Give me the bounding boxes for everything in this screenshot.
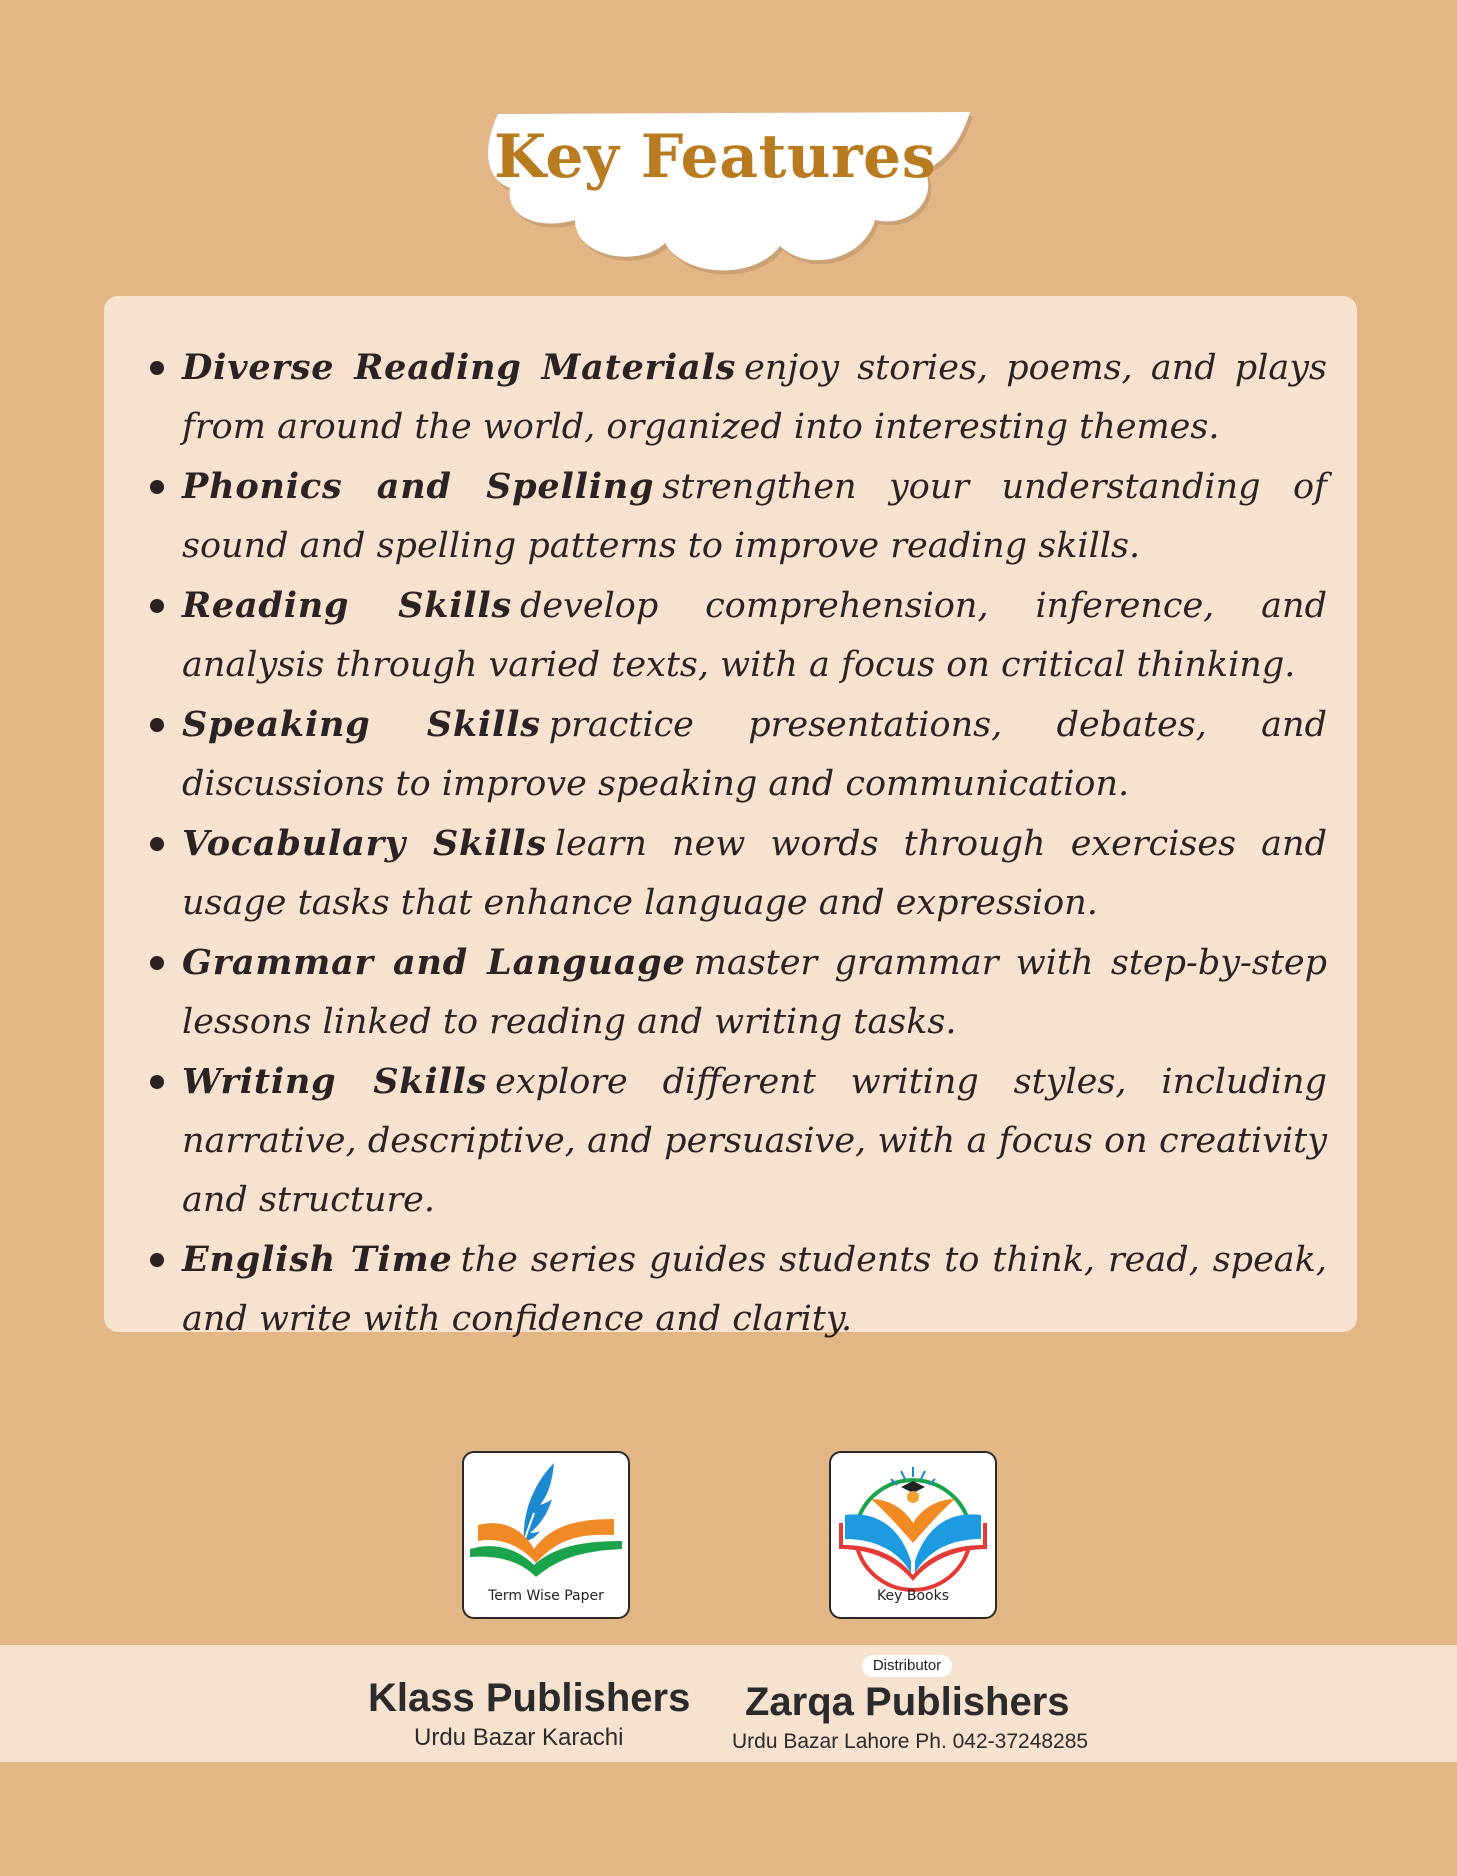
distributor-name: Zarqa Publishers (745, 1680, 1070, 1724)
feature-title: Vocabulary Skills (182, 823, 547, 864)
term-wise-paper-logo (462, 1451, 630, 1619)
bullet-icon (150, 1253, 164, 1267)
feature-text: enjoy stories, poems, and plays from around the world, organized into interesting themes. (182, 348, 1327, 447)
feature-title: Reading Skills (182, 585, 512, 626)
feature-title: Diverse Reading Materials (182, 347, 737, 388)
list-item (150, 1052, 1327, 1230)
feature-text: develop comprehension, inference, and analysis through varied texts, with a focus on critical thinking. (182, 586, 1327, 685)
feature-title: Writing Skills (182, 1061, 488, 1102)
list-item (150, 576, 1327, 695)
publisher-address: Urdu Bazar Karachi (414, 1724, 624, 1751)
logo-label: Term Wise Paper (488, 1588, 604, 1604)
bullet-icon (150, 1075, 164, 1089)
feature-text: the series guides students to think, read, speak, and write with confidence and clarity. (182, 1240, 1327, 1339)
bullet-icon (150, 718, 164, 732)
logo-label: Key Books (877, 1588, 949, 1604)
bullet-icon (150, 361, 164, 375)
bullet-icon (150, 837, 164, 851)
feature-text: strengthen your understanding of sound and spelling patterns to improve reading skills. (182, 467, 1327, 566)
list-item (150, 814, 1327, 933)
feature-title: Phonics and Spelling (182, 466, 655, 507)
footer-band (0, 1645, 1457, 1762)
list-item (150, 457, 1327, 576)
list-item (150, 933, 1327, 1052)
feature-title: Grammar and Language (182, 942, 686, 983)
feature-list (150, 338, 1327, 1349)
bullet-icon (150, 956, 164, 970)
list-item (150, 1230, 1327, 1349)
publisher-name: Klass Publishers (368, 1676, 691, 1720)
key-features-cloud (480, 108, 980, 283)
features-panel (104, 296, 1357, 1339)
feature-text: practice presentations, debates, and discussions to improve speaking and communication. (182, 705, 1327, 804)
feature-text: explore different writing styles, including narrative, descriptive, and persuasive, with a focus on creativity and structure. (182, 1062, 1327, 1220)
feature-title: English Time (182, 1239, 453, 1280)
feature-text: master grammar with step-by-step lessons linked to reading and writing tasks. (182, 943, 1327, 1042)
distributor-tag: Distributor (862, 1655, 952, 1677)
distributor-address: Urdu Bazar Lahore Ph. 042-37248285 (732, 1730, 1089, 1753)
bullet-icon (150, 599, 164, 613)
key-books-logo (829, 1451, 997, 1619)
feature-text: learn new words through exercises and usage tasks that enhance language and expression. (182, 824, 1327, 923)
list-item (150, 695, 1327, 814)
bullet-icon (150, 480, 164, 494)
page-title: Key Features (493, 122, 937, 192)
feature-title: Speaking Skills (182, 704, 541, 745)
list-item (150, 338, 1327, 457)
